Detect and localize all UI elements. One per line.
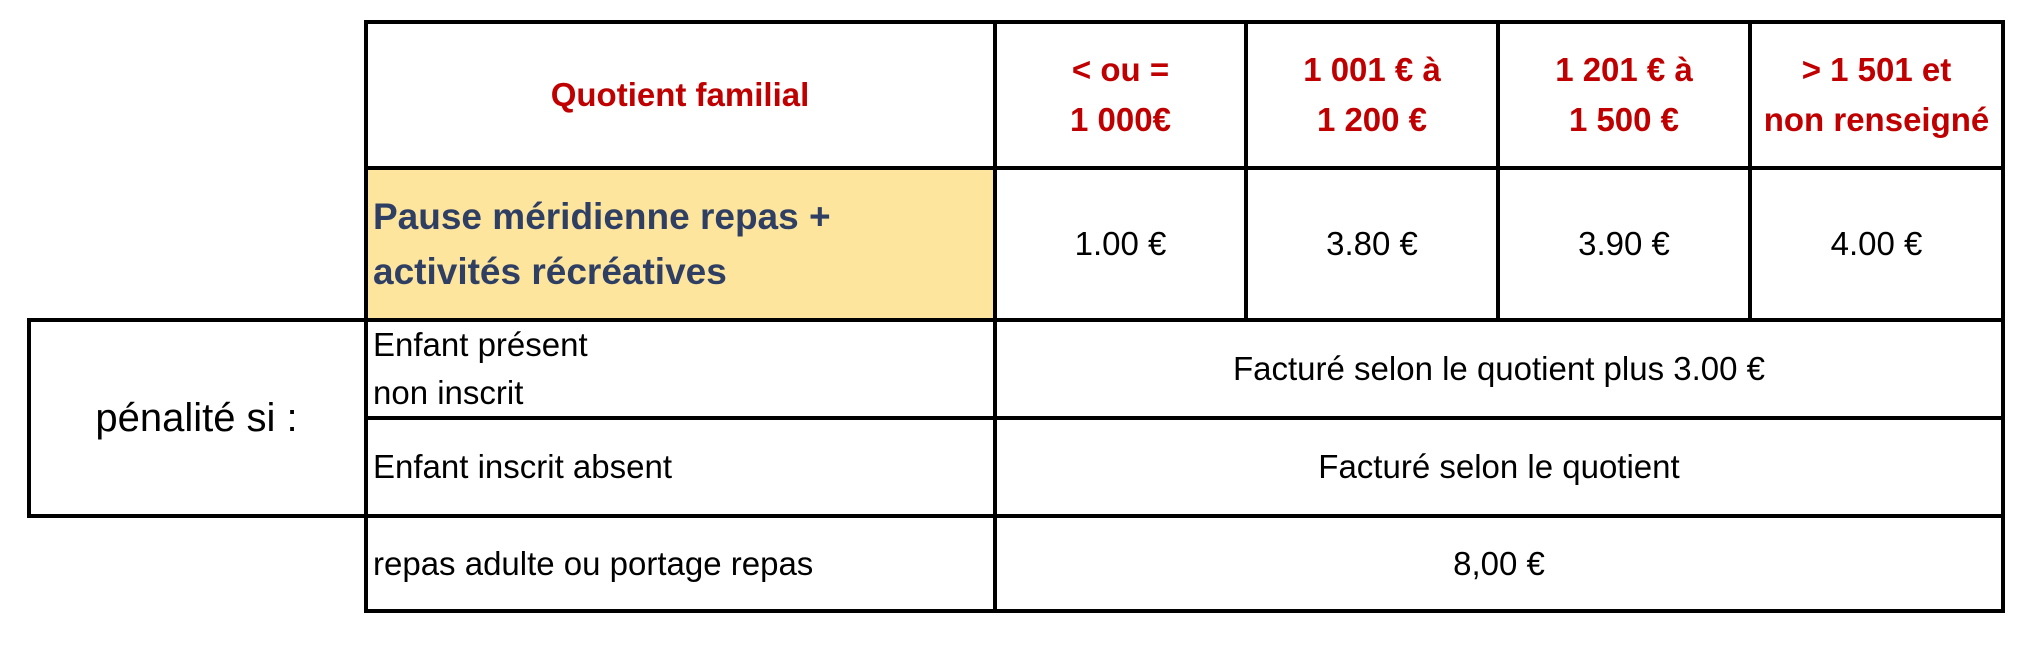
rule-col-3 — [1496, 20, 1500, 320]
header-bracket-2: 1 001 € à 1 200 € — [1303, 51, 1441, 138]
border-bottom — [365, 609, 2005, 613]
penalty-rule-2: Facturé selon le quotient — [1318, 448, 1680, 485]
rule-penalty-bottom — [28, 514, 2005, 518]
price-bracket-1: 1.00 € — [1074, 225, 1167, 262]
penalty-rule-1: Facturé selon le quotient plus 3.00 € — [1232, 350, 1765, 387]
rule-col-1 — [993, 20, 997, 613]
penalty-label: pénalité si : — [95, 395, 298, 440]
rule-col-4 — [1748, 20, 1752, 320]
price-bracket-3: 3.90 € — [1578, 225, 1670, 262]
header-bracket-4: > 1 501 et non renseigné — [1763, 51, 1990, 138]
header-bracket-1: < ou = 1 000€ — [1070, 51, 1171, 138]
rule-header-bottom — [365, 166, 2005, 170]
adult-meal-price: 8,00 € — [1453, 545, 1545, 582]
price-bracket-2: 3.80 € — [1326, 225, 1418, 262]
border-left — [364, 20, 368, 613]
price-bracket-4: 4.00 € — [1830, 225, 1923, 262]
penalty-border-left — [27, 318, 31, 518]
border-top — [365, 20, 2005, 24]
rule-penalty-mid — [365, 416, 2005, 420]
penalty-condition-1: Enfant présent non inscrit — [373, 326, 588, 411]
rule-col-2 — [1244, 20, 1248, 320]
header-bracket-3: 1 201 € à 1 500 € — [1555, 51, 1693, 138]
service-label-highlight: Pause méridienne repas + activités récréatives — [365, 168, 995, 320]
border-right — [2001, 20, 2005, 613]
penalty-condition-2: Enfant inscrit absent — [373, 448, 672, 485]
adult-meal-label: repas adulte ou portage repas — [373, 545, 814, 582]
rule-main-bottom — [28, 318, 2005, 322]
header-quotient-label: Quotient familial — [550, 76, 810, 113]
